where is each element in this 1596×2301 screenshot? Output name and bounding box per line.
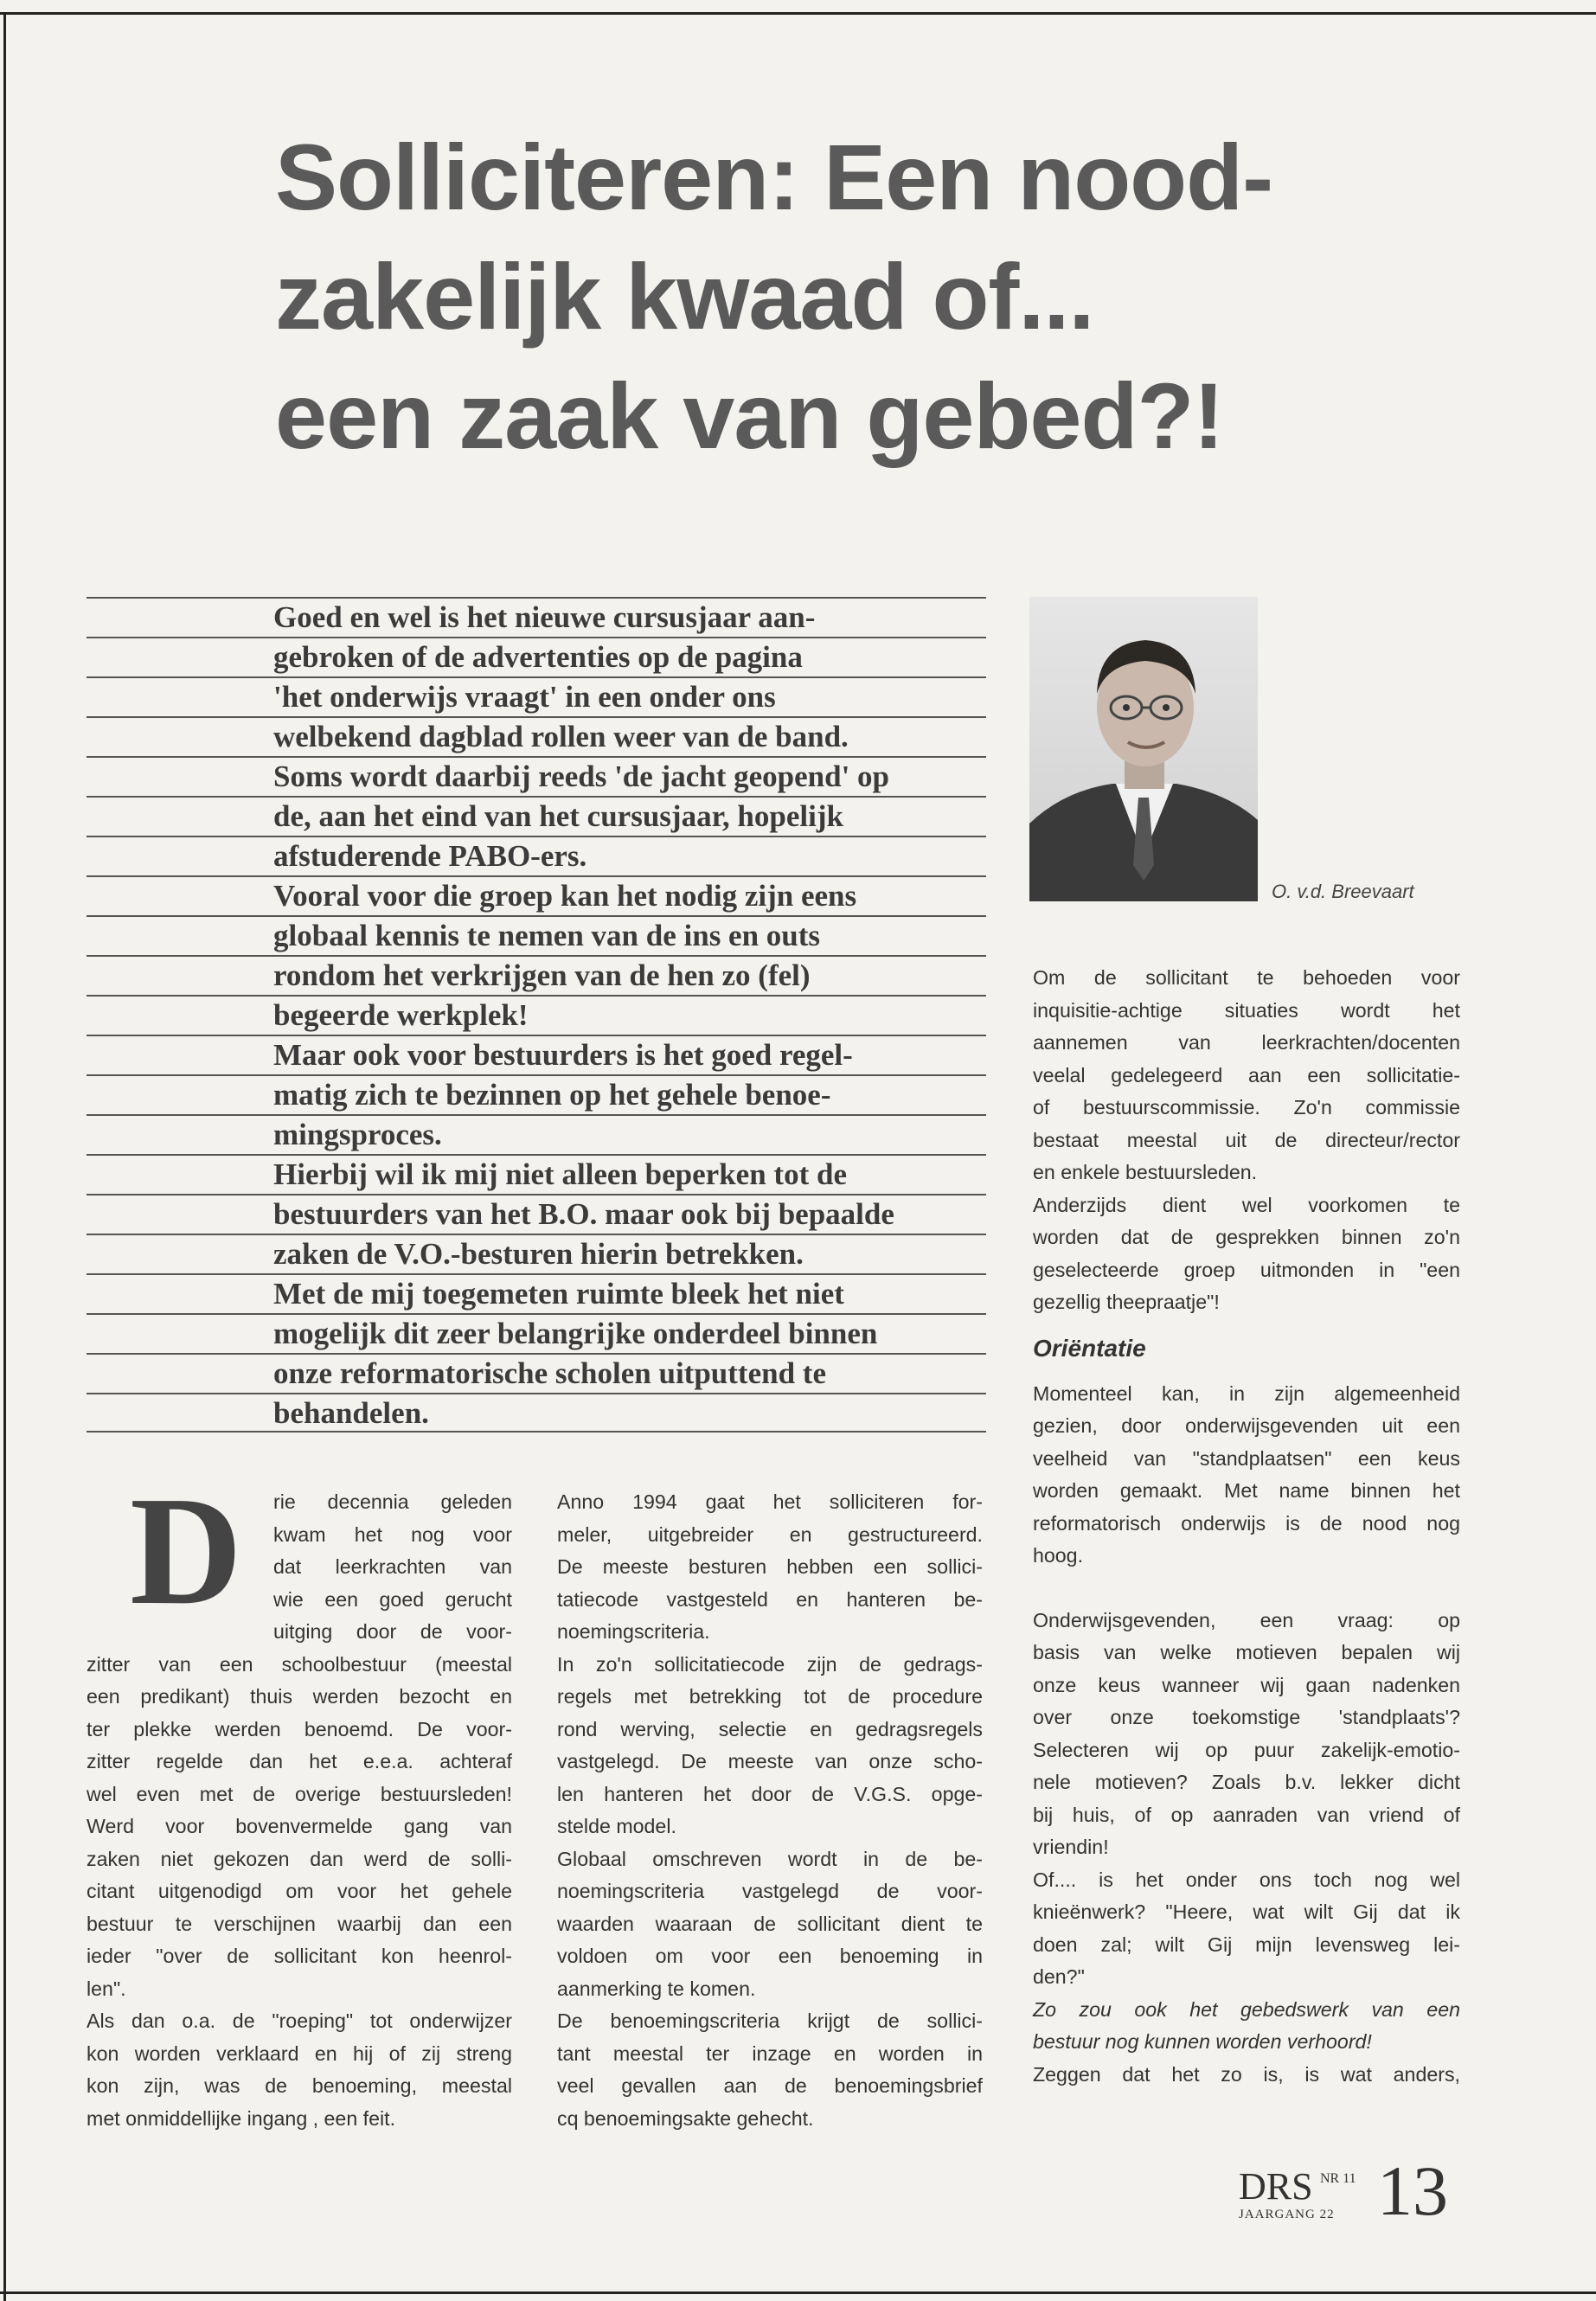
text-line: Anderzijds dient wel voorkomen te [1033, 1193, 1460, 1216]
text-line: veelal gedelegeerd aan een sollicitatie- [1033, 1063, 1460, 1086]
text-line: vastgelegd. De meeste van onze scho- [557, 1750, 983, 1772]
text-line: meler, uitgebreider en gestructureerd. [557, 1522, 983, 1546]
intro-line: Met de mij toegemeten ruimte bleek het niet [87, 1273, 986, 1313]
intro-line: Goed en wel is het nieuwe cursusjaar aan- [87, 597, 986, 637]
text-line: met onmiddellijke ingang , een feit. [87, 2106, 396, 2130]
intro-line: Vooral voor die groep kan het nodig zijn eens [87, 875, 986, 915]
text-line: knieënwerk? "Heere, wat wilt Gij dat ik [1033, 1900, 1460, 1923]
text-line: zitter regelde dan het e.e.a. achteraf [87, 1750, 512, 1772]
intro-line: gebroken of de advertenties op de pagina [87, 637, 986, 676]
intro-line: 'het onderwijs vraagt' in een onder ons [87, 676, 986, 716]
text-line: Anno 1994 gaat het solliciteren for- [557, 1490, 983, 1513]
text-line: Om de sollicitant te behoeden voor [1033, 966, 1460, 989]
text-line: rie decennia geleden [273, 1490, 512, 1513]
intro-lead [87, 597, 986, 1433]
text-line: nele motieven? Zoals b.v. lekker dicht [1033, 1771, 1460, 1793]
text-line: wel even met de overige bestuursleden! [87, 1782, 512, 1805]
intro-line: bestuurders van het B.O. maar ook bij bepaalde [87, 1194, 986, 1234]
text-line: Momenteel kan, in zijn algemeenheid [1033, 1381, 1460, 1405]
text-line: stelde model. [557, 1815, 676, 1837]
intro-line: zaken de V.O.-besturen hierin betrekken. [87, 1234, 986, 1273]
bottom-border [0, 2291, 1596, 2294]
text-line: den?" [1033, 1965, 1085, 1988]
text-line: kwam het nog voor [273, 1522, 512, 1546]
intro-line: de, aan het eind van het cursusjaar, hopelijk [87, 796, 986, 836]
text-line: Zo zou ook het gebedswerk van een [1033, 1997, 1460, 2021]
text-line: kon worden verklaard en hij of zij streng [87, 2041, 512, 2065]
text-line: doen zal; wilt Gij mijn levensweg lei- [1033, 1932, 1460, 1956]
intro-line: begeerde werkplek! [87, 995, 986, 1035]
text-line: over onze toekomstige 'standplaats'? [1033, 1706, 1460, 1728]
text-line: kon zijn, was de benoeming, meestal [87, 2074, 512, 2097]
text-line: bestaat meestal uit de directeur/rector [1033, 1128, 1460, 1151]
text-line: In zo'n sollicitatiecode zijn de gedrags- [557, 1652, 983, 1676]
text-line: tant meestal ter inzage en worden in [557, 2041, 983, 2065]
text-line: Onderwijsgevenden, een vraag: op [1033, 1608, 1460, 1631]
magazine-name: DRS [1239, 2165, 1313, 2208]
text-line: noemingscriteria vastgelegd de voor- [557, 1880, 983, 1902]
intro-line: mingsproces. [87, 1114, 986, 1154]
text-line: rond werving, selectie en gedragsregels [557, 1717, 983, 1740]
intro-line: rondom het verkrijgen van de hen zo (fel) [87, 955, 986, 995]
text-line: hoog. [1033, 1544, 1084, 1567]
text-line: citant uitgenodigd om voor het gehele [87, 1880, 512, 1902]
text-line: worden dat de gesprekken binnen zo'n [1033, 1226, 1460, 1248]
intro-line: matig zich te bezinnen op het gehele benoe- [87, 1074, 986, 1114]
text-line: len". [87, 1977, 126, 2000]
text-line: Selecteren wij op puur zakelijk-emotio- [1033, 1738, 1460, 1761]
title-line: Solliciteren: Een nood- [275, 125, 1273, 229]
text-line: waarden waaraan de sollicitant dient te [557, 1912, 983, 1935]
text-line: gezellig theepraatje"! [1033, 1291, 1220, 1313]
title-line: zakelijk kwaad of... [275, 244, 1094, 349]
text-line: regels met betrekking tot de procedure [557, 1685, 983, 1708]
photo-caption: O. v.d. Breevaart [1272, 881, 1414, 902]
text-line: noemingscriteria. [557, 1620, 710, 1643]
intro-line: globaal kennis te nemen van de ins en outs [87, 915, 986, 955]
text-line: cq benoemingsakte gehecht. [557, 2106, 814, 2130]
text-line: veelheid van "standplaatsen" een keus [1033, 1446, 1460, 1470]
text-line: of bestuurscommissie. Zo'n commissie [1033, 1096, 1460, 1118]
text-line: Werd voor bovenvermelde gang van [87, 1815, 512, 1837]
text-line: worden gemaakt. Met name binnen het [1033, 1479, 1460, 1502]
text-line: reformatorisch onderwijs is de nood nog [1033, 1511, 1460, 1535]
text-line: ter plekke werden benoemd. De voor- [87, 1717, 512, 1740]
text-line: zaken niet gekozen dan werd de solli- [87, 1847, 512, 1870]
text-line: geselecteerde groep uitmonden in "een [1033, 1258, 1460, 1281]
section-heading: Oriëntatie [1033, 1334, 1146, 1362]
text-line: Als dan o.a. de "roeping" tot onderwijzer [87, 2009, 512, 2032]
text-line: wie een goed gerucht [273, 1587, 512, 1611]
text-line: ieder "over de sollicitant kon heenrol- [87, 1945, 512, 1967]
intro-line: behandelen. [87, 1393, 986, 1433]
text-line: veel gevallen aan de benoemingsbrief [557, 2074, 983, 2097]
intro-line: mogelijk dit zeer belangrijke onderdeel binnen [87, 1313, 986, 1353]
left-border [3, 12, 6, 2301]
text-line: basis van welke motieven bepalen wij [1033, 1641, 1460, 1663]
text-line: bestuur nog kunnen worden verhoord! [1033, 2030, 1372, 2053]
page-footer [1239, 2151, 1516, 2232]
column-1 [87, 1465, 512, 2135]
text-line: len hanteren het door de V.G.S. opge- [557, 1782, 983, 1805]
text-line: Globaal omschreven wordt in de be- [557, 1847, 983, 1870]
text-line: uitging door de voor- [273, 1620, 512, 1643]
text-line: aanmerking te komen. [557, 1977, 756, 2000]
text-line: Of.... is het onder ons toch nog wel [1033, 1868, 1460, 1891]
text-line: bij huis, of op aanraden van vriend of [1033, 1803, 1460, 1826]
text-line: voldoen om voor een benoeming in [557, 1945, 983, 1967]
text-line: bestuur te verschijnen waarbij dan een [87, 1912, 512, 1935]
author-photo [1029, 597, 1258, 901]
article-title [275, 118, 1521, 476]
title-line: een zaak van gebed?! [275, 363, 1224, 468]
text-line: inquisitie-achtige situaties wordt het [1033, 998, 1460, 1022]
intro-line: welbekend dagblad rollen weer van de band. [87, 716, 986, 756]
page-number: 13 [1377, 2151, 1448, 2230]
intro-line: Maar ook voor bestuurders is het goed regel- [87, 1035, 986, 1074]
text-line: en enkele bestuursleden. [1033, 1161, 1258, 1183]
text-line: vriendin! [1033, 1836, 1109, 1858]
intro-line: afstuderende PABO-ers. [87, 836, 986, 875]
text-line: dat leerkrachten van [273, 1555, 512, 1578]
column-2 [557, 1486, 983, 2135]
top-border [0, 12, 1596, 15]
text-line: zitter van een schoolbestuur (meestal [87, 1652, 512, 1676]
text-line: aannemen van leerkrachten/docenten [1033, 1031, 1460, 1054]
intro-line: Hierbij wil ik mij niet alleen beperken tot de [87, 1154, 986, 1194]
text-line: onze keus wanneer wij gaan nadenken [1033, 1673, 1460, 1696]
issue-number: NR 11 [1320, 2171, 1356, 2186]
column-3 [1033, 962, 1460, 2091]
portrait-illustration [1029, 597, 1258, 901]
drop-cap: D [130, 1465, 242, 1637]
text-line: De meeste besturen hebben een sollici- [557, 1555, 983, 1578]
intro-line: Soms wordt daarbij reeds 'de jacht geopend' op [87, 756, 986, 796]
text-line: gezien, door onderwijsgevenden uit een [1033, 1414, 1460, 1437]
intro-line: onze reformatorische scholen uitputtend te [87, 1353, 986, 1393]
text-line: tatiecode vastgesteld en hanteren be- [557, 1587, 983, 1611]
text-line: De benoemingscriteria krijgt de sollici- [557, 2009, 983, 2032]
text-line: een predikant) thuis werden bezocht en [87, 1685, 512, 1708]
text-line: Zeggen dat het zo is, is wat anders, [1033, 2062, 1460, 2086]
volume-label: JAARGANG 22 [1239, 2208, 1335, 2221]
